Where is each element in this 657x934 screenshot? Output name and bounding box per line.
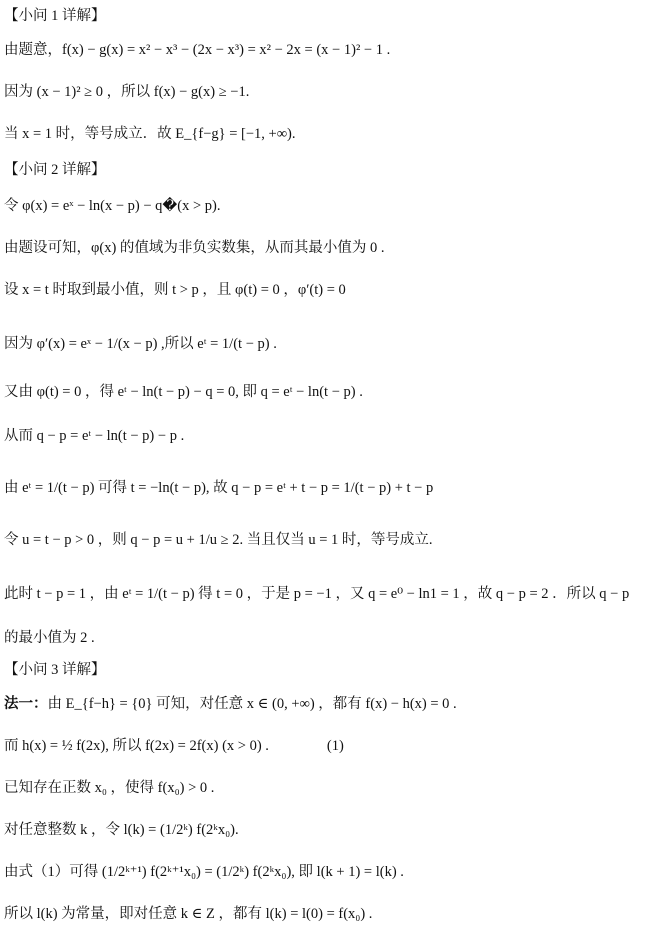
text-line: 此时 t − p = 1 ，由 eᵗ = 1/(t − p) 得 t = 0 ，于是 p = −1 ，又 q = e⁰ − ln1 = 1 ，故 q − p = 2 ．所以 q − p — [4, 586, 630, 602]
text-line: 因为 (x − 1)² ≥ 0 ，所以 f(x) − g(x) ≥ −1. — [4, 84, 250, 100]
method-label: 法一： — [4, 696, 48, 712]
section-heading-3: 【小问 3 详解】 — [4, 662, 106, 678]
section-heading-2: 【小问 2 详解】 — [4, 162, 106, 178]
text-line: 令 u = t − p > 0 ，则 q − p = u + 1/u ≥ 2. 当且仅当 u = 1 时，等号成立. — [4, 532, 433, 548]
section-heading-1: 【小问 1 详解】 — [4, 8, 106, 24]
text-line: 而 h(x) = ½ f(2x), 所以 f(2x) = 2f(x) (x > 0) . (1) — [4, 738, 344, 754]
text-line: 法一：由 E_{f−h} = {0} 可知，对任意 x ∈ (0, +∞) ，都有 f(x) − h(x) = 0 . — [4, 696, 457, 712]
text-line: 由 eᵗ = 1/(t − p) 可得 t = −ln(t − p), 故 q − p = eᵗ + t − p = 1/(t − p) + t − p — [4, 480, 434, 496]
text-line: 的最小值为 2 . — [4, 630, 95, 646]
text-line: 由式（1）可得 (1/2ᵏ⁺¹) f(2ᵏ⁺¹x₀) = (1/2ᵏ) f(2ᵏx₀), 即 l(k + 1) = l(k) . — [4, 864, 404, 880]
text-line: 已知存在正数 x₀ ，使得 f(x₀) > 0 . — [4, 780, 215, 796]
text-line: 对任意整数 k ，令 l(k) = (1/2ᵏ) f(2ᵏx₀). — [4, 822, 239, 838]
text-line: 设 x = t 时取到最小值，则 t > p ，且 φ(t) = 0 ，φ′(t) = 0 — [4, 282, 346, 298]
text-line: 由题设可知，φ(x) 的值域为非负实数集，从而其最小值为 0 . — [4, 240, 385, 256]
text-line: 所以 l(k) 为常量，即对任意 k ∈ Z ，都有 l(k) = l(0) = f(x₀) . — [4, 906, 373, 922]
text-line: 当 x = 1 时，等号成立．故 E_{f−g} = [−1, +∞). — [4, 126, 296, 142]
text-line: 令 φ(x) = eˣ − ln(x − p) − q�(x > p). — [4, 198, 221, 214]
text-line: 从而 q − p = eᵗ − ln(t − p) − p . — [4, 428, 185, 444]
text-line: 因为 φ′(x) = eˣ − 1/(x − p) ,所以 eᵗ = 1/(t − p) . — [4, 336, 277, 352]
text-line: 由题意，f(x) − g(x) = x² − x³ − (2x − x³) = x² − 2x = (x − 1)² − 1 . — [4, 42, 391, 58]
text-line: 又由 φ(t) = 0 ，得 eᵗ − ln(t − p) − q = 0, 即 q = eᵗ − ln(t − p) . — [4, 384, 363, 400]
